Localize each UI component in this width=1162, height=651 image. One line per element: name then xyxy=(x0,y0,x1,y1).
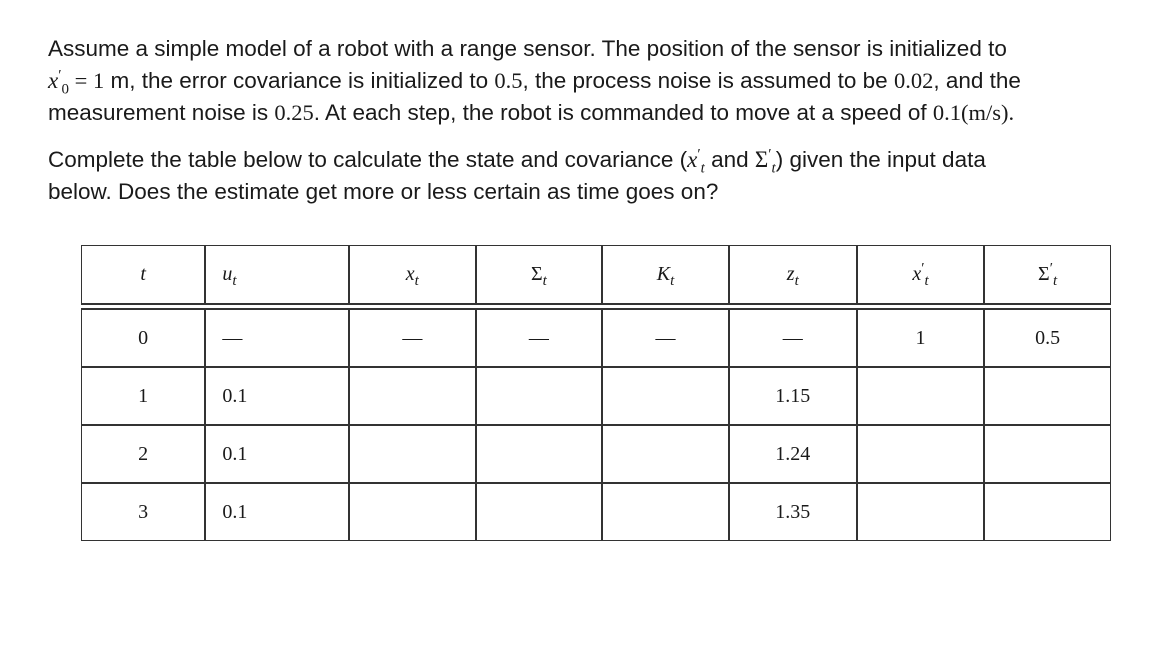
cell-sigma-t-prime[interactable] xyxy=(984,425,1111,483)
header-t: t xyxy=(81,245,205,304)
cell-xt-prime[interactable] xyxy=(857,425,984,483)
problem-text-process-intro: , the process noise is assumed to be xyxy=(522,68,894,93)
cell-ut: 0.1 xyxy=(205,367,349,425)
cell-ut: — xyxy=(205,309,349,367)
table-row xyxy=(81,483,1111,541)
cell-t: 3 xyxy=(81,483,205,541)
header-xt-prime: $x'_t$ xyxy=(857,245,984,304)
cell-ut: 0.1 xyxy=(205,483,349,541)
measurement-noise-value: 0.25 xyxy=(274,100,314,125)
cell-xt[interactable] xyxy=(349,425,476,483)
cell-xt-prime[interactable] xyxy=(857,367,984,425)
problem-text-line1: Assume a simple model of a robot with a range sensor. The position of the sensor is initialized to xyxy=(48,36,1007,61)
table-row xyxy=(81,425,1111,483)
problem-text-speed-intro: . At each step, the robot is commanded to move at a speed of xyxy=(313,100,933,125)
initial-covariance-value: 0.5 xyxy=(494,68,523,93)
cell-sigma-t[interactable] xyxy=(476,425,603,483)
cell-xt: — xyxy=(349,309,476,367)
cell-kt[interactable] xyxy=(602,425,729,483)
problem-statement: Assume a simple model of a robot with a range sensor. The position of the sensor is initialized to $x'_0 = 1$ m, the error covariance is initialized to 0.5, the process noise is assumed to be 0.02, and the measurement noise is 0.25. At each step, the robot is commanded to move at a speed of 0.1(m/s). xyxy=(48,36,1021,125)
state-symbol: $x'_t$ xyxy=(687,146,705,177)
header-xt: $x_t$ xyxy=(349,245,476,304)
cell-sigma-t[interactable] xyxy=(476,483,603,541)
cell-sigma-t-prime: 0.5 xyxy=(984,309,1111,367)
initial-position-value: = 1 xyxy=(69,68,105,93)
table-header-row xyxy=(81,245,1111,304)
cell-t: 2 xyxy=(81,425,205,483)
cell-kt[interactable] xyxy=(602,483,729,541)
cell-t: 0 xyxy=(81,309,205,367)
table-row xyxy=(81,367,1111,425)
cell-xt-prime[interactable] xyxy=(857,483,984,541)
cell-xt[interactable] xyxy=(349,367,476,425)
cell-t: 1 xyxy=(81,367,205,425)
cell-sigma-t-prime[interactable] xyxy=(984,367,1111,425)
speed-value: 0.1(m/s). xyxy=(932,100,1015,125)
cell-zt: 1.15 xyxy=(729,367,857,425)
cell-zt: 1.24 xyxy=(729,425,857,483)
problem-text-cov-intro: m, the error covariance is initialized to xyxy=(104,68,495,93)
task-text-a: Complete the table below to calculate the state and covariance ( xyxy=(48,147,688,172)
header-ut: $u_t$ xyxy=(205,245,349,304)
kalman-table xyxy=(81,245,1111,541)
process-noise-value: 0.02 xyxy=(893,68,934,93)
cell-zt: 1.35 xyxy=(729,483,857,541)
header-sigma-t-prime: $\Sigma'_t$ xyxy=(984,245,1111,304)
cell-sigma-t-prime[interactable] xyxy=(984,483,1111,541)
task-question: below. Does the estimate get more or less certain as time goes on? xyxy=(48,179,719,204)
cell-ut: 0.1 xyxy=(205,425,349,483)
cell-zt: — xyxy=(729,309,857,367)
task-text-b: ) given the input data xyxy=(775,147,986,172)
header-kt: $K_t$ xyxy=(602,245,729,304)
covariance-symbol: $\Sigma'_t$ xyxy=(754,146,776,177)
cell-kt[interactable] xyxy=(602,367,729,425)
cell-kt: — xyxy=(602,309,729,367)
problem-text-measurement-intro: measurement noise is xyxy=(48,100,275,125)
cell-sigma-t[interactable] xyxy=(476,367,603,425)
header-sigma-t: $\Sigma_t$ xyxy=(476,245,603,304)
cell-sigma-t: — xyxy=(476,309,603,367)
header-zt: $z_t$ xyxy=(729,245,857,304)
initial-position-symbol: $x'_0$ xyxy=(48,67,69,98)
task-statement: Complete the table below to calculate the state and covariance ($x'_t$ and $\Sigma'_t$) given the input data below. Does the estimate get more or less certain as time goes on? xyxy=(48,146,986,204)
table-row xyxy=(81,309,1111,367)
cell-xt-prime: 1 xyxy=(857,309,984,367)
cell-xt[interactable] xyxy=(349,483,476,541)
